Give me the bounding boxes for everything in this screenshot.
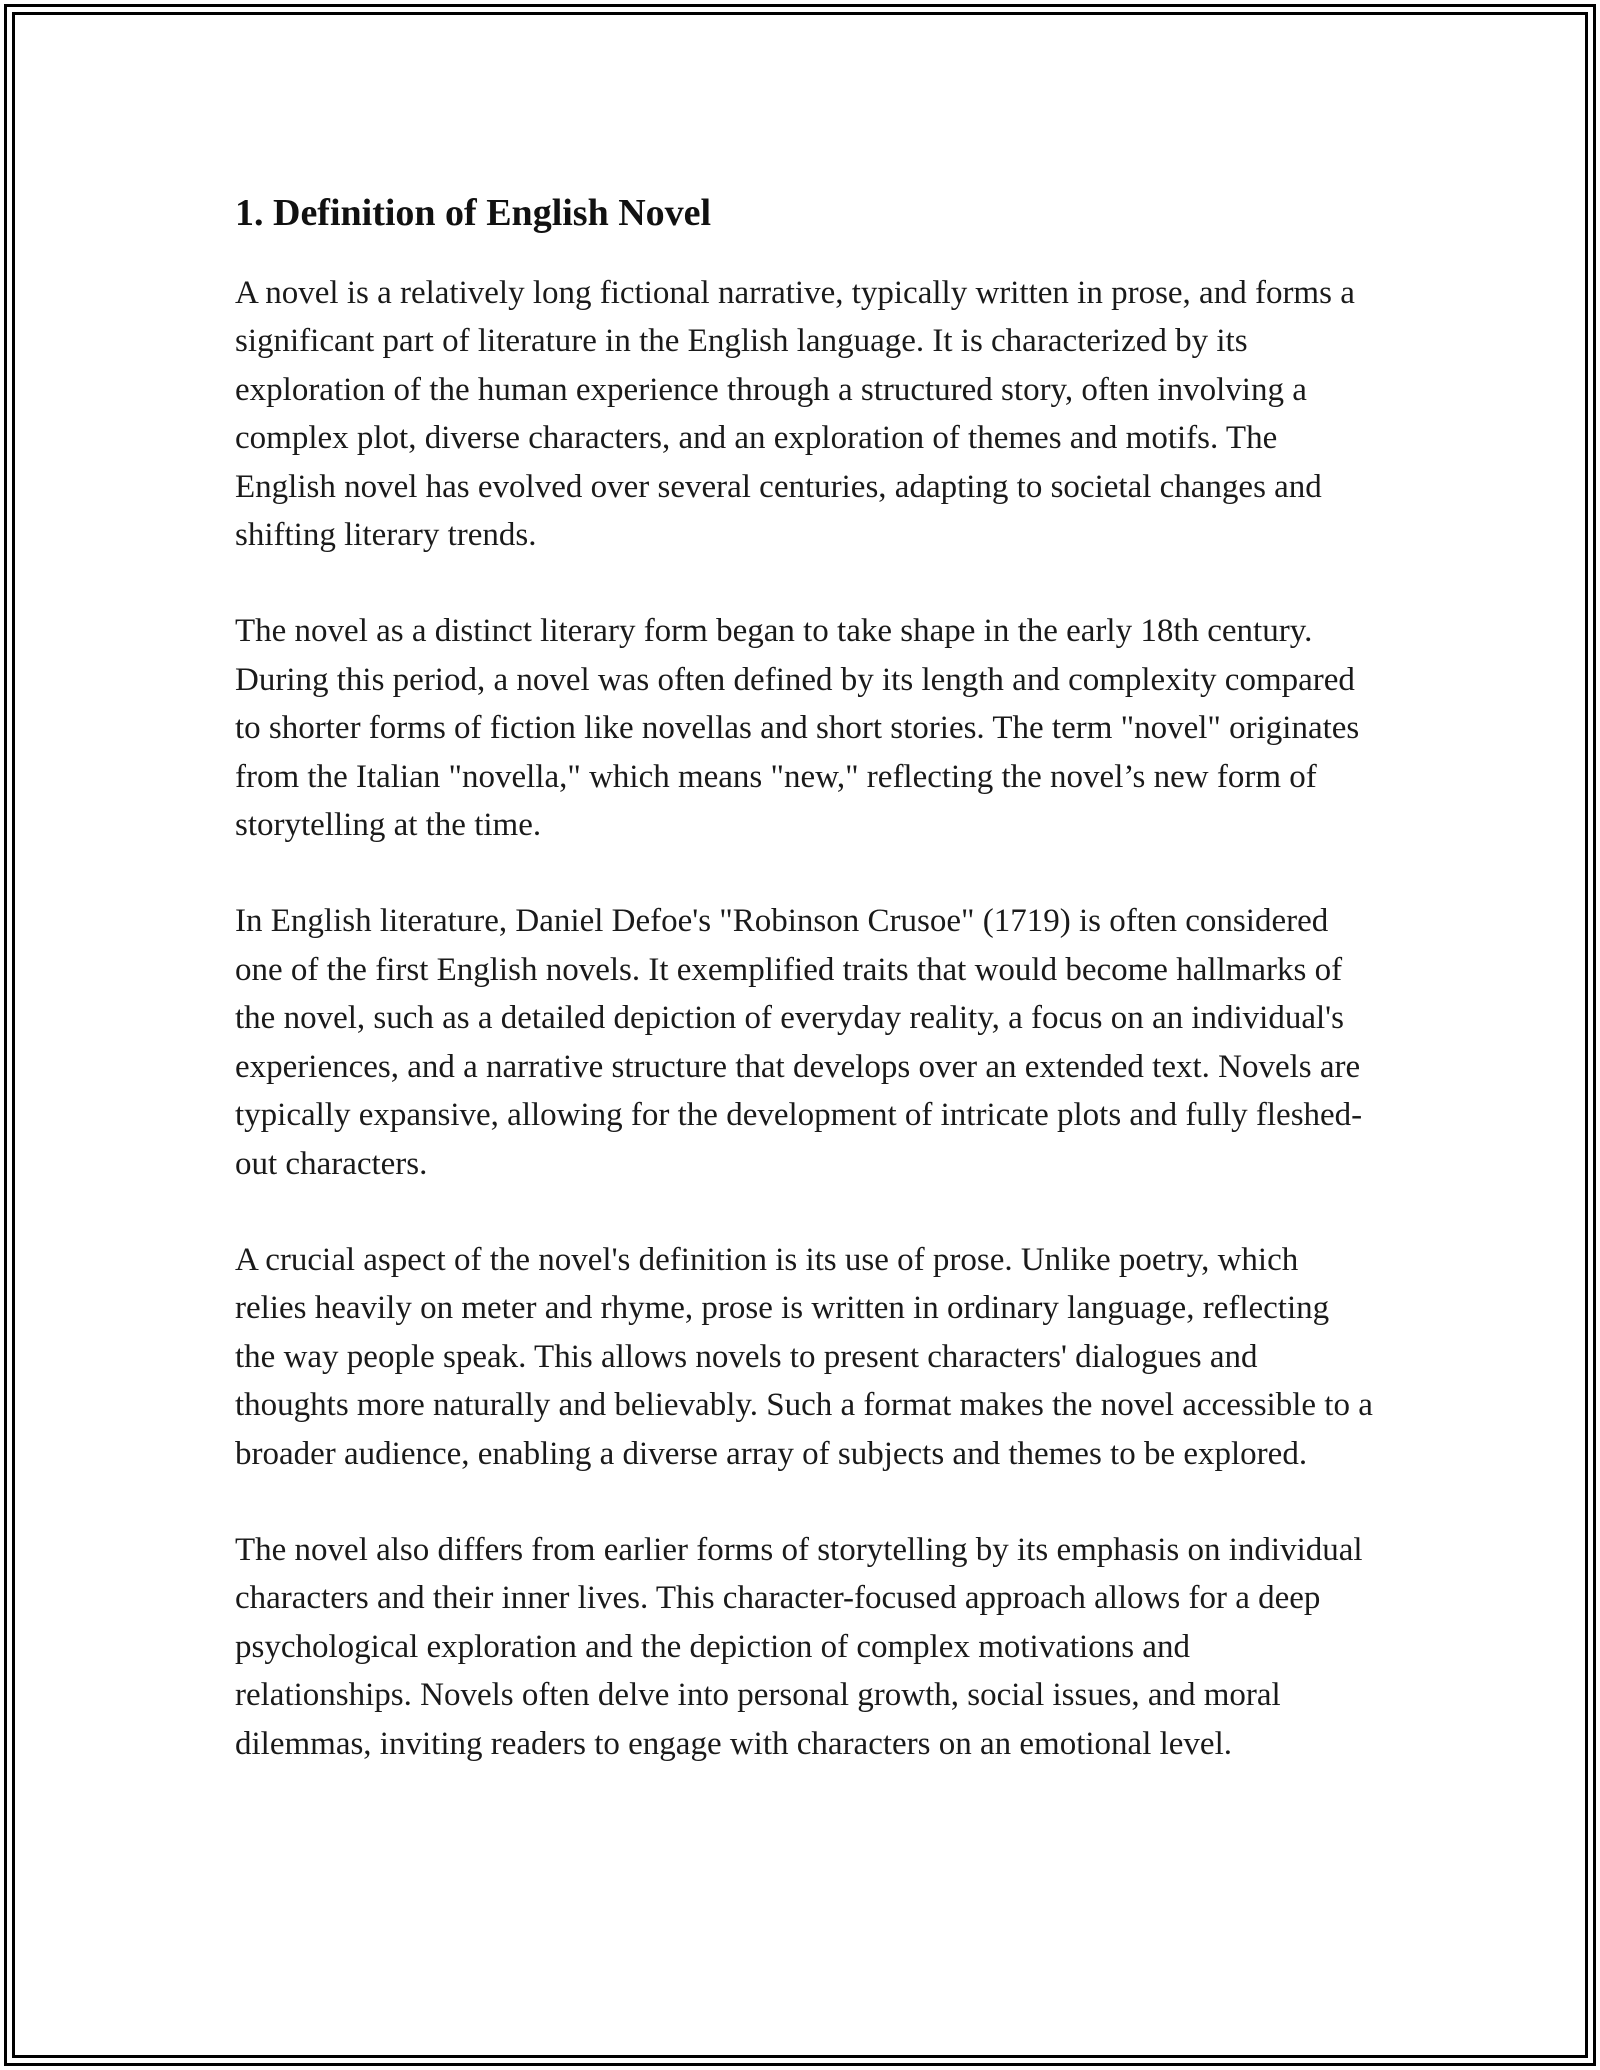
section-heading: 1. Definition of English Novel [235, 192, 712, 234]
paragraph-origins: The novel as a distinct literary form began to take shape in the early 18th century. During this period, a novel was often defined by its length and complexity compared to shorter forms of fiction like novellas and short stories. The term "novel" originates from the Italian "novella," which means "new," reflecting the novel’s new form of storytelling at the time. [235, 613, 1360, 844]
paragraph-prose: A crucial aspect of the novel's definition is its use of prose. Unlike poetry, which relies heavily on meter and rhyme, prose is written in ordinary language, reflecting the way people speak. This allows novels to present characters' dialogues and thoughts more naturally and believably. Such a format makes the novel accessible to a broader audience, enabling a diverse array of subjects and themes to be explored. [235, 1241, 1373, 1472]
paragraph-characters: The novel also differs from earlier forms of storytelling by its emphasis on individual characters and their inner lives. This character-focused approach allows for a deep psychological exploration and the depiction of complex motivations and relationships. Novels often delve into personal growth, social issues, and moral dilemmas, inviting readers to engage with characters on an emotional level. [235, 1531, 1363, 1762]
document-body [235, 186, 1375, 1816]
paragraph-definition: A novel is a relatively long fictional narrative, typically written in prose, and forms a significant part of literature in the English language. It is characterized by its exploration of the human experience through a structured story, often involving a complex plot, diverse characters, and an exploration of themes and motifs. The English novel has evolved over several centuries, adapting to societal changes and shifting literary trends. [235, 275, 1355, 554]
paragraph-robinson-crusoe: In English literature, Daniel Defoe's "Robinson Crusoe" (1719) is often considered one of the first English novels. It exemplified traits that would become hallmarks of the novel, such as a detailed depiction of everyday reality, a focus on an individual's experiences, and a narrative structure that develops over an extended text. Novels are typically expansive, allowing for the development of intricate plots and fully fleshed-out characters. [235, 903, 1363, 1182]
